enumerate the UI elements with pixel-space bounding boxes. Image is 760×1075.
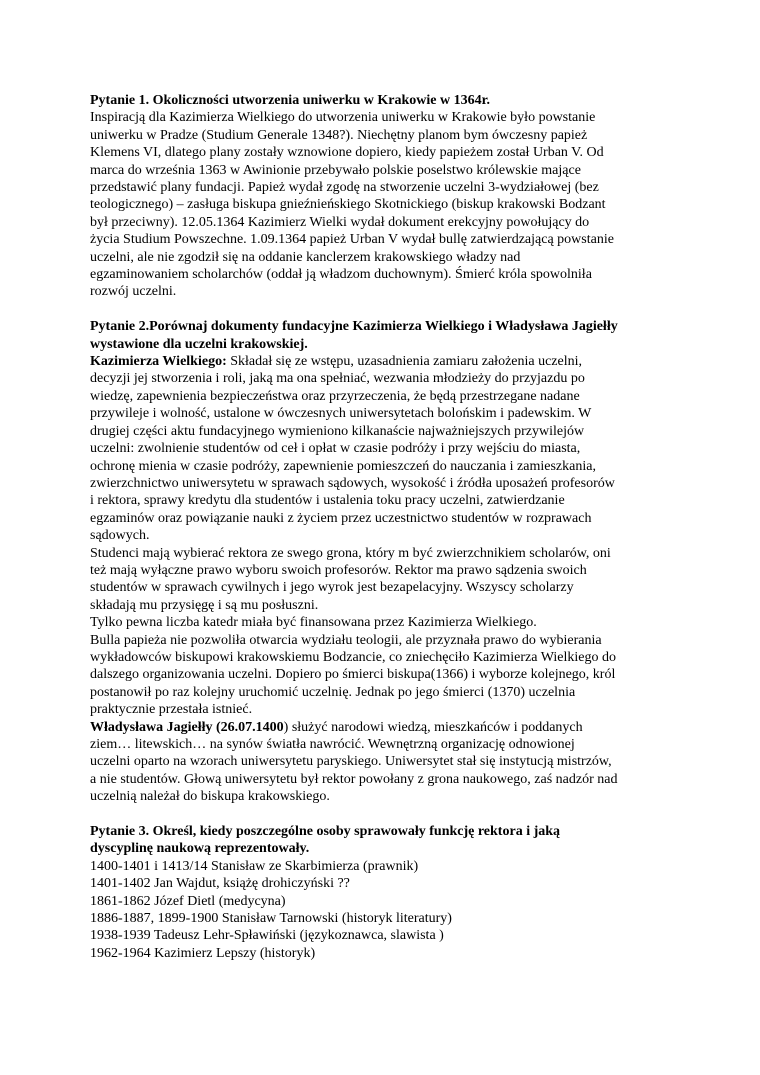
question-3-heading-cont: dyscyplinę naukową reprezentowały. [90, 841, 310, 857]
q1-paragraph-line: Inspiracją dla Kazimierza Wielkiego do utworzenia uniwerku w Krakowie było powstanie [90, 110, 596, 126]
question-3-heading: Pytanie 3. Określ, kiedy poszczególne osoby sprawowały funkcję rektora i jaką [90, 824, 561, 840]
kw-paragraph-line: decyzji jej stworzenia i roli, jaką ma ona spełniać, wezwania młodzieży do przyjazdu po [90, 371, 585, 387]
wj-label: Władysława Jagiełły (26.07.1400 [90, 719, 284, 735]
kw-paragraph-line: ochronę mienia w czasie podróży, zapewnienie pomieszczeń do nauczania i zamieszkania, [90, 458, 596, 474]
kw-paragraph-line: egzaminów oraz powiązanie nauki z życiem przez uczestnictwo studentów w rozprawach [90, 510, 592, 526]
kw-paragraph-line: zwierzchnictwo uniwersytetu w sprawach sądowych, wysokość i źródła uposażeń profesorów [90, 475, 615, 491]
kw-paragraph-line: sądowych. [90, 528, 150, 544]
q1-paragraph-line: uczelni, ale nie zgodził się na oddanie kanclerzem krakowskiego władzy nad [90, 249, 521, 265]
rector-entry: 1938-1939 Tadeusz Lehr-Spławiński (językoznawca, slawista ) [90, 928, 444, 944]
q1-paragraph-line: rozwój uczelni. [90, 284, 177, 300]
kw-paragraph-line: Studenci mają wybierać rektora ze swego grona, który m być zwierzchnikiem scholarów, oni [90, 545, 611, 561]
kw-label: Kazimierza Wielkiego: [90, 354, 227, 370]
kw-paragraph-line: praktycznie przestała istnieć. [90, 702, 253, 718]
question-2-heading-cont: wystawione dla uczelni krakowskiej. [90, 336, 308, 352]
wj-paragraph-line: uczelni oparto na wzorach uniwersytetu paryskiego. Uniwersytet stał się instytucją mistrzów, [90, 754, 612, 770]
paragraph-gap [90, 806, 690, 823]
rector-entry: 1401-1402 Jan Wajdut, książę drohiczyński ?? [90, 876, 350, 892]
kw-paragraph-line: Bulla papieża nie pozwoliła otwarcia wydziału teologii, ale przyznała prawo do wybierania [90, 632, 602, 648]
document-page [90, 92, 690, 962]
question-1-heading: Pytanie 1. Okoliczności utworzenia uniwerku w Krakowie w 1364r. [90, 93, 491, 108]
rector-entry: 1861-1862 Józef Dietl (medycyna) [90, 893, 286, 909]
kw-paragraph-line: postanowił po raz kolejny uruchomić uczelnię. Jednak po jego śmierci (1370) uczelnia [90, 684, 576, 700]
wj-first-line [90, 719, 690, 736]
q1-paragraph-line: Klemens VI, dlatego plany zostały wznowione dopiero, kiedy papieżem został Urban V. Od [90, 145, 604, 161]
kw-paragraph-line: składają mu przysięgę i są mu posłuszni. [90, 597, 319, 613]
kw-paragraph-line: wiedzę, zapewnienia bezpieczeństwa oraz przyrzeczenia, że będą przestrzegane nadane [90, 388, 580, 404]
wj-paragraph-line: uczelnią należał do biskupa krakowskiego. [90, 789, 330, 805]
rector-entry: 1400-1401 i 1413/14 Stanisław ze Skarbimierza (prawnik) [90, 858, 419, 874]
kw-paragraph-line: studentów w sprawach cywilnych i jego wyrok jest bezapelacyjny. Wszyscy scholarzy [90, 580, 574, 596]
wj-paragraph-line: a nie studentów. Głową uniwersytetu był rektor powołany z grona naukowego, zaś nadzór nad [90, 771, 618, 787]
kw-paragraph-line: też mają wyłączne prawo wyboru swoich profesorów. Rektor ma prawo sądzenia swoich [90, 562, 587, 578]
q1-paragraph-line: marca do września 1363 w Awinionie przebywało polskie poselstwo królewskie mające [90, 162, 581, 178]
question-2-heading: Pytanie 2.Porównaj dokumenty fundacyjne Kazimierza Wielkiego i Władysława Jagiełły [90, 319, 618, 335]
wj-paragraph-line: ziem… litewskich… na synów światła nawrócić. Wewnętrzną organizację odnowionej [90, 737, 575, 753]
kw-paragraph-line: wykładowców biskupowi krakowskiemu Bodzancie, co zniechęciło Kazimierza Wielkiego do [90, 649, 616, 665]
q1-paragraph-line: teologicznego) – zasługa biskupa gnieźnieńskiego Skotnickiego (biskup krakowski Bodzant [90, 197, 606, 213]
kw-paragraph-line: i rektora, sprawy kredytu dla studentów i ustalenia toku pracy uczelni, zatwierdzanie [90, 493, 565, 509]
kw-paragraph-line: dalszego organizowania uczelni. Dopiero po śmierci biskupa(1366) i wyborze kolejnego, król [90, 667, 616, 683]
q1-paragraph-line: był przeciwny). 12.05.1364 Kazimierz Wielki wydał dokument erekcyjny powołujący do [90, 214, 590, 230]
kw-paragraph-line: Tylko pewna liczba katedr miała być finansowana przez Kazimierza Wielkiego. [90, 615, 537, 631]
paragraph-gap [90, 301, 690, 318]
kw-first-text: Składał się ze wstępu, uzasadnienia zamiaru założenia uczelni, [226, 354, 583, 370]
rector-entry: 1962-1964 Kazimierz Lepszy (historyk) [90, 945, 316, 961]
wj-first-text: ) służyć narodowi wiedzą, mieszkańców i poddanych [283, 719, 583, 735]
q1-paragraph-line: egzaminowaniem scholarchów (oddał ją władzom duchownym). Śmierć króla spowolniła [90, 267, 592, 283]
q1-paragraph-line: życia Studium Powszechne. 1.09.1364 papież Urban V wydał bullę zatwierdzającą powstanie [90, 232, 614, 248]
kw-first-line [90, 353, 690, 370]
q1-paragraph-line: przedstawić plany fundacji. Papież wydał zgodę na stworzenie uczelni 3-wydziałowej (bez [90, 180, 599, 196]
kw-paragraph-line: drugiej części aktu fundacyjnego wymieniono kilkanaście najważniejszych przywilejów [90, 423, 585, 439]
kw-paragraph-line: przywileje i wolność, ustalone w ówczesnych uniwersytetach bolońskim i padewskim. W [90, 406, 592, 422]
kw-paragraph-line: uczelni: zwolnienie studentów od ceł i opłat w czasie podróży i przy wejściu do miasta, [90, 441, 581, 457]
q1-paragraph-line: uniwerku w Pradze (Studium Generale 1348?). Niechętny planom bym ówczesny papież [90, 127, 588, 143]
rector-entry: 1886-1887, 1899-1900 Stanisław Tarnowski (historyk literatury) [90, 911, 452, 927]
